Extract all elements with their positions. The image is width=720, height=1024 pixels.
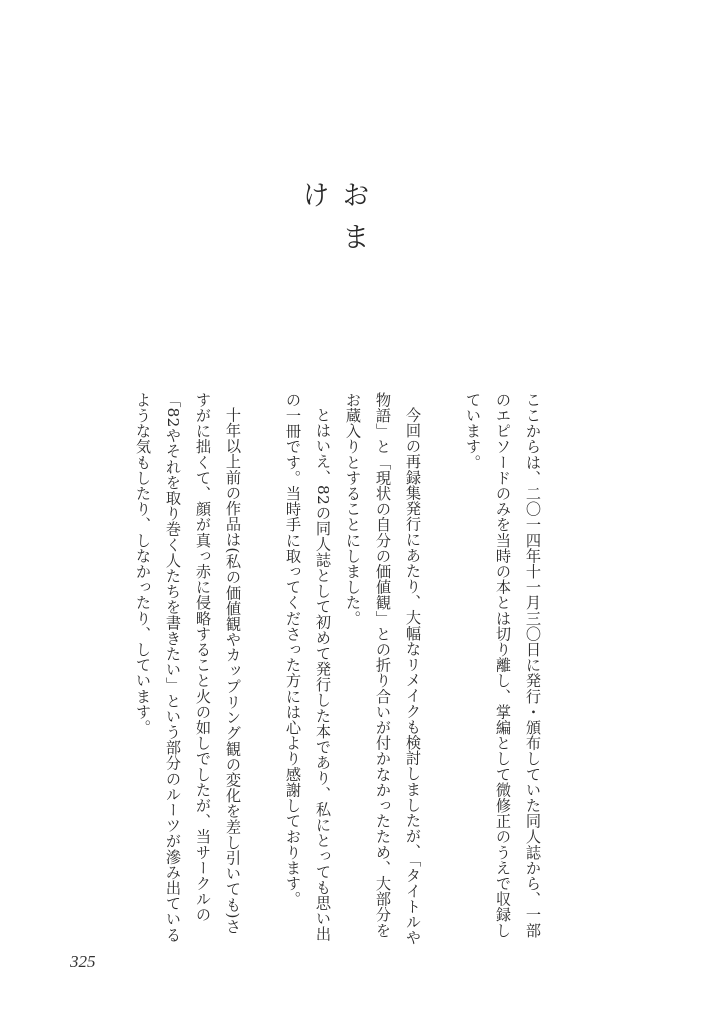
page-number: 325 bbox=[70, 952, 96, 971]
paragraph-thanks: とはいえ、82の同人誌として初めて発行した本であり、私にとっても思い出の一冊です。当時手に取ってくださった方には心より感謝しております。 bbox=[284, 392, 332, 943]
paragraph-gap bbox=[428, 392, 458, 948]
page-title: おまけ bbox=[298, 180, 371, 264]
paragraph-reflection: 十年以上前の作品は(私の価値観やカップリング観の変化を差し引いても)さすがに拙くて、顔が真っ赤に侵略すること火の如しでしたが、当サークルの「82やそれを取り巻く人たちを書きたい」という部分のルーツが滲み出ているような気もしたり、しなかったり、しています。 bbox=[134, 392, 242, 943]
body-text bbox=[128, 392, 548, 948]
paragraph-reprint: 今回の再録集発行にあたり、大幅なリメイクも検討しましたが、「タイトルや物語」と「現状の自分の価値観」との折り合いが付かなかったため、大部分をお蔵入りとすることにしました。 bbox=[344, 392, 422, 946]
paragraph-gap bbox=[248, 392, 278, 948]
paragraph-intro: ここからは、二〇一四年十一月三〇日に発行・頒布していた同人誌から、一部のエピソードのみを当時の本とは切り離し、掌編として微修正のうえで収録しています。 bbox=[464, 392, 542, 938]
